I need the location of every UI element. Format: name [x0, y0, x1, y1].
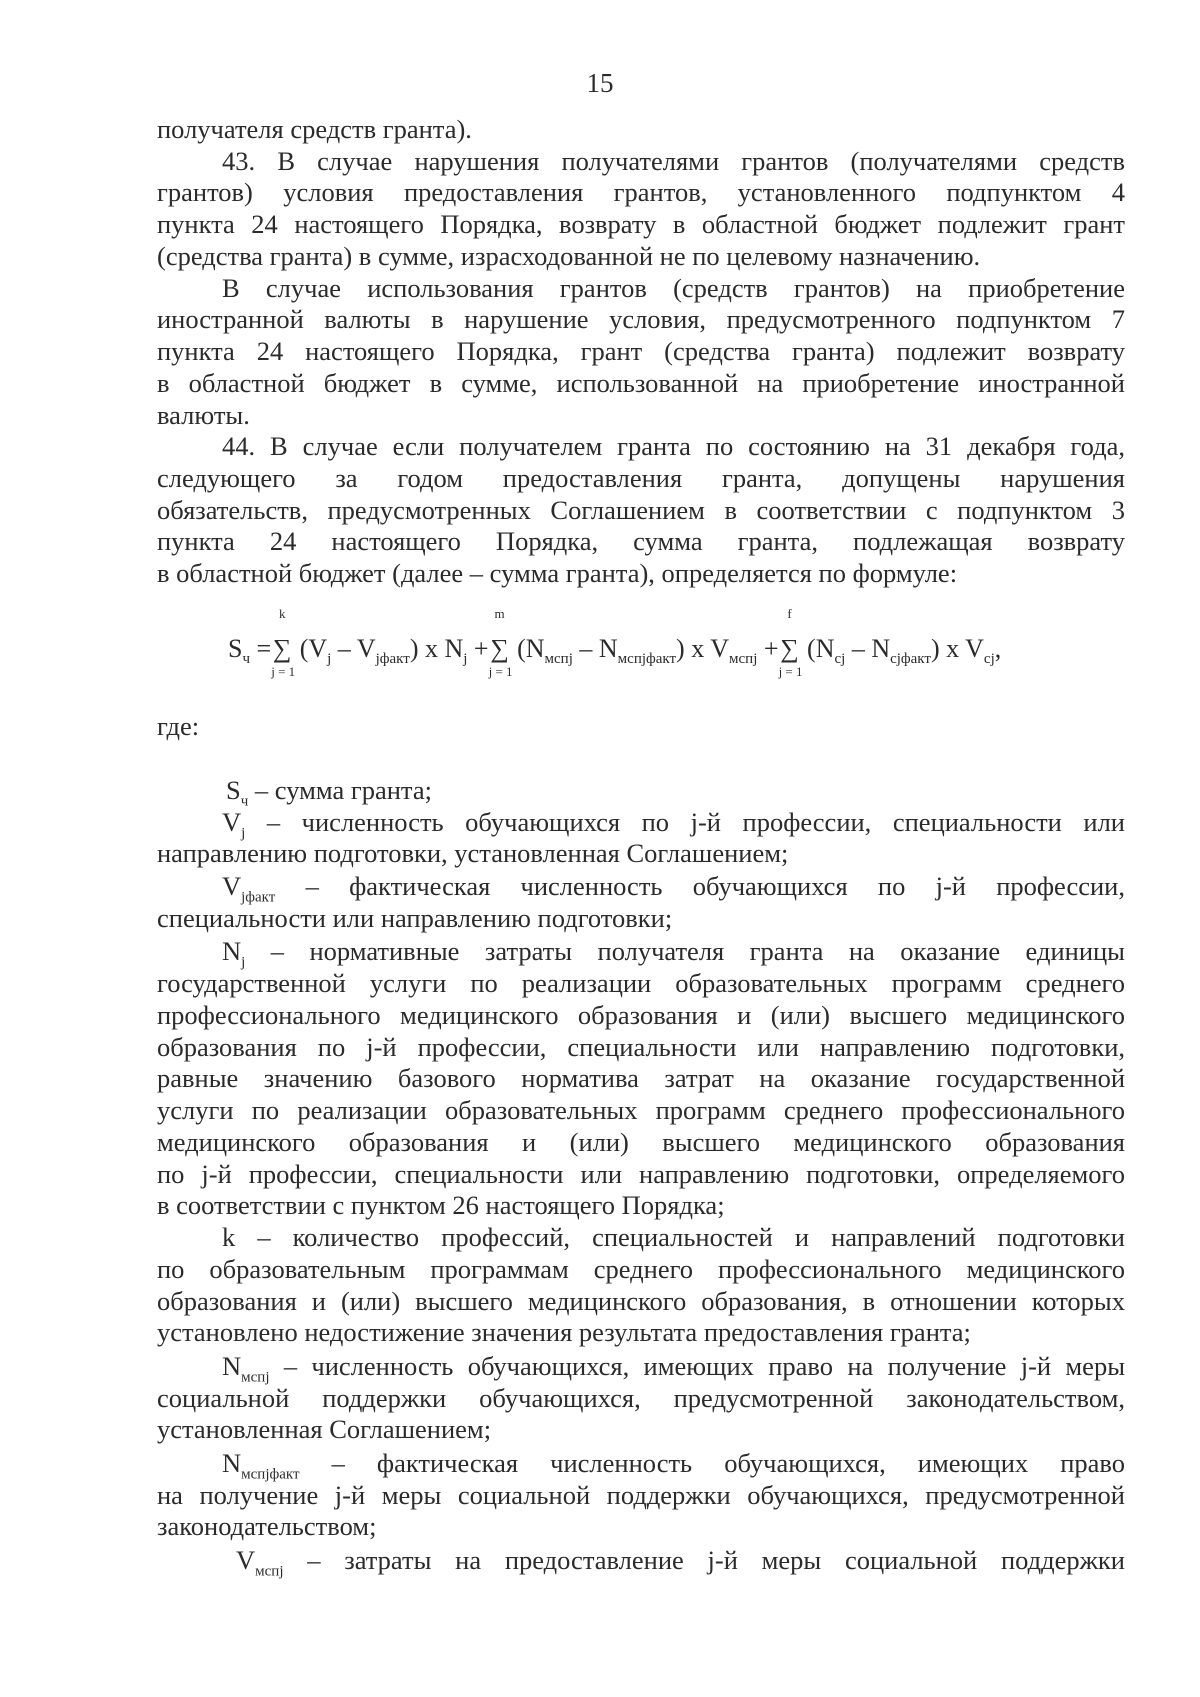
text-line: профессионального медицинского образования и (или) высшего медицинского	[157, 1000, 1125, 1030]
text-line: государственной услуги по реализации образовательных программ среднего	[157, 968, 1125, 998]
text-line: установлено недостижение значения результата предоставления гранта;	[157, 1317, 971, 1347]
sum-symbol: ∑ f j = 1	[778, 606, 803, 679]
text-line: равные значению базового норматива затрат на оказание государственной	[157, 1063, 1125, 1093]
page-number: 15	[586, 68, 614, 98]
text-line: валюты.	[157, 400, 250, 430]
text-line: пункта 24 настоящего Порядка, сумма гранта, подлежащая возврату	[157, 526, 1125, 556]
text-line: законодательством;	[157, 1511, 377, 1541]
text-line: k – количество профессий, специальностей и направлений подготовки	[222, 1222, 1125, 1252]
text-line: пункта 24 настоящего Порядка, грант (средства гранта) подлежит возврату	[157, 336, 1125, 366]
text-line: образования по j-й профессии, специальности или направлению подготовки,	[157, 1032, 1125, 1062]
text-line: 43. В случае нарушения получателями грантов (получателями средств	[222, 146, 1125, 176]
text-line: по образовательным программам среднего профессионального медицинского	[157, 1254, 1125, 1284]
def-line: $V_{мспj}$ – затраты на предоставление j-й меры социальной поддержки	[236, 1545, 1125, 1580]
text-line: в областной бюджет в сумме, использованной на приобретение иностранной	[157, 368, 1125, 398]
text-line: в областной бюджет (далее – сумма гранта), определяется по формуле:	[157, 558, 958, 588]
text-line: направлению подготовки, установленная Соглашением;	[157, 838, 789, 868]
def-line: $S_ч$ – сумма гранта;	[226, 775, 432, 810]
text-line: грантов) условия предоставления грантов, установленного подпунктом 4	[157, 177, 1125, 207]
text-line: специальности или направлению подготовки;	[157, 903, 673, 933]
sum-symbol: ∑ m j = 1	[488, 606, 513, 679]
text-line: образования и (или) высшего медицинского образования, в отношении которых	[157, 1286, 1125, 1316]
text-line: по j-й профессии, специальности или направлению подготовки, определяемого	[157, 1159, 1125, 1189]
def-line: $N_{мспjфакт}$ – фактическая численность обучающихся, имеющих право	[222, 1448, 1125, 1483]
text-line: медицинского образования и (или) высшего медицинского образования	[157, 1127, 1125, 1157]
text-line: следующего за годом предоставления гранта, допущены нарушения	[157, 463, 1125, 493]
text-line: обязательств, предусмотренных Соглашением в соответствии с подпунктом 3	[157, 495, 1125, 525]
def-line: $N_j$ – нормативные затраты получателя гранта на оказание единицы	[222, 936, 1125, 971]
text-line: получателя средств гранта).	[157, 114, 472, 144]
text-line: установленная Соглашением;	[157, 1414, 492, 1444]
def-line: $V_{jфакт}$ – фактическая численность обучающихся по j-й профессии,	[222, 871, 1125, 906]
text-line: 44. В случае если получателем гранта по состоянию на 31 декабря года,	[222, 431, 1125, 461]
text-line: пункта 24 настоящего Порядка, возврату в областной бюджет подлежит грант	[157, 209, 1125, 239]
text-line: иностранной валюты в нарушение условия, предусмотренного подпунктом 7	[157, 304, 1125, 334]
text-line: социальной поддержки обучающихся, предусмотренной законодательством,	[157, 1383, 1125, 1413]
text-line: в соответствии с пунктом 26 настоящего Порядка;	[157, 1190, 725, 1220]
where-label: где:	[157, 711, 200, 741]
text-line: на получение j-й меры социальной поддержки обучающихся, предусмотренной	[157, 1480, 1125, 1510]
grant-formula: $S_ч$ =∑ k j = 1 $(V_j - V_{jфакт})$ x $N_j$ +∑ m j = 1 $(N_{мспj} - N_{мспjфакт})$ x $V_{мспj}$ +∑ f j = 1 $(N_{cj} - N_{cjфакт})$ x $V_{cj}$,	[228, 606, 1002, 679]
sum-symbol: ∑ k j = 1	[271, 606, 296, 679]
def-line: $N_{мспj}$ – численность обучающихся, имеющих право на получение j-й меры	[222, 1351, 1125, 1386]
text-line: В случае использования грантов (средств грантов) на приобретение	[222, 273, 1125, 303]
def-line: $V_j$ – численность обучающихся по j-й профессии, специальности или	[222, 807, 1125, 842]
text-line: (средства гранта) в сумме, израсходованной не по целевому назначению.	[157, 241, 981, 271]
text-line: услуги по реализации образовательных программ среднего профессионального	[157, 1095, 1125, 1125]
